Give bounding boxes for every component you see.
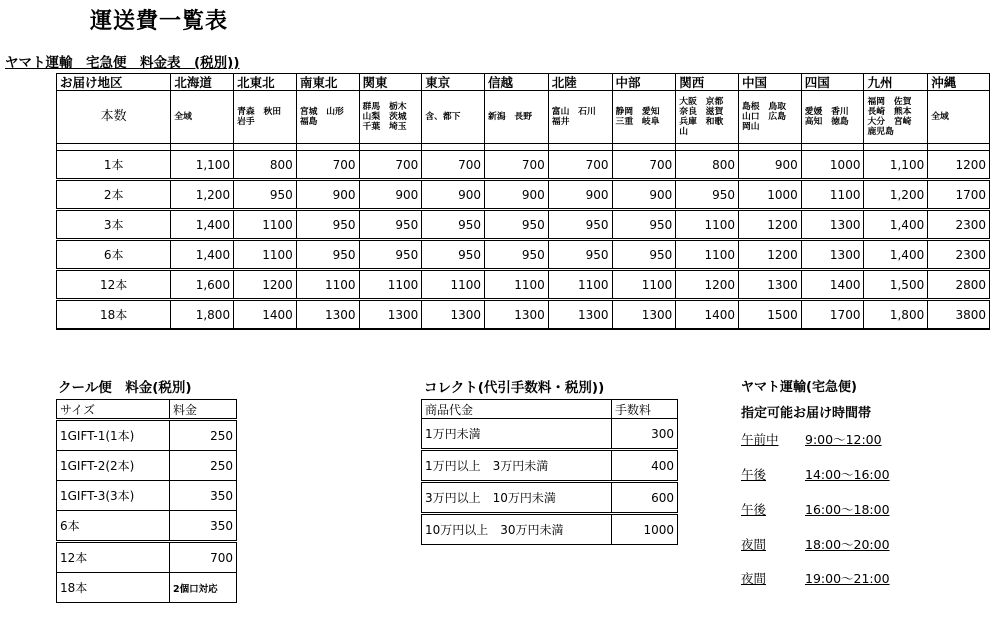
rate-cell: 2800 [928, 270, 990, 300]
collect-amount-cell: 1万円未満 [422, 419, 612, 450]
prefecture-list: 含、都下 [422, 91, 485, 144]
collect-table [421, 399, 678, 545]
row-count-label: 3本 [57, 210, 171, 240]
rate-cell: 950 [485, 240, 549, 270]
rate-cell: 1,400 [171, 210, 234, 240]
collect-amount-cell: 1万円以上 3万円未満 [422, 450, 612, 482]
rate-cell: 1,400 [171, 240, 234, 270]
count-header: 本数 [57, 91, 171, 144]
rate-row [57, 180, 990, 210]
rate-cell: 1400 [676, 300, 739, 330]
collect-fee-cell: 400 [612, 450, 678, 482]
region-header: 沖縄 [928, 74, 990, 91]
collect-fee-cell: 1000 [612, 514, 678, 545]
rate-cell: 1,500 [864, 270, 928, 300]
rate-cell: 900 [422, 180, 485, 210]
time-slot-label: 午後 [741, 502, 767, 517]
rate-cell: 1500 [739, 300, 802, 330]
region-header: お届け地区 [57, 74, 171, 91]
rate-cell: 950 [359, 240, 422, 270]
rate-cell: 950 [359, 210, 422, 240]
region-header: 北海道 [171, 74, 234, 91]
rate-cell: 1100 [234, 210, 297, 240]
collect-row [422, 450, 678, 482]
prefecture-list: 全域 [171, 91, 234, 144]
rate-cell: 1,100 [171, 151, 234, 180]
cool-size-cell: 12本 [57, 542, 170, 573]
rate-cell: 950 [296, 210, 359, 240]
cool-heading: クール便 料金(税別) [58, 380, 192, 396]
rate-cell: 3800 [928, 300, 990, 330]
gap-cell [57, 144, 171, 151]
gap-cell [864, 144, 928, 151]
region-header: 中部 [612, 74, 676, 91]
rate-cell: 950 [676, 180, 739, 210]
collect-header-cell: 商品代金 [422, 400, 612, 419]
rate-cell: 950 [296, 240, 359, 270]
rate-cell: 900 [485, 180, 549, 210]
cool-price-cell: 350 [170, 511, 237, 542]
time-slot-label: 夜間 [741, 571, 767, 586]
cool-header-row [57, 400, 237, 420]
cool-price-cell: 250 [170, 451, 237, 481]
rate-row [57, 270, 990, 300]
gap-cell [548, 144, 612, 151]
region-header: 信越 [485, 74, 549, 91]
page-title: 運送費一覧表 [90, 9, 229, 34]
rate-cell: 1,100 [864, 151, 928, 180]
time-slot-range: 16:00～18:00 [805, 502, 890, 517]
prefecture-list: 静岡 愛知 三重 岐阜 [612, 91, 676, 144]
rate-cell: 1100 [485, 270, 549, 300]
rate-cell: 950 [485, 210, 549, 240]
cool-price-cell: 700 [170, 542, 237, 573]
rate-cell: 1200 [234, 270, 297, 300]
rate-cell: 1,200 [864, 180, 928, 210]
cool-size-cell: 1GIFT-2(2本) [57, 451, 170, 481]
rate-cell: 1200 [928, 151, 990, 180]
collect-header-cell: 手数料 [612, 400, 678, 419]
rate-cell: 900 [612, 180, 676, 210]
rate-cell: 1300 [422, 300, 485, 330]
rate-cell: 700 [422, 151, 485, 180]
time-slot [741, 465, 890, 483]
time-subheading: 指定可能お届け時間帯 [741, 406, 872, 421]
time-slot [741, 569, 890, 587]
prefecture-list: 青森 秋田 岩手 [234, 91, 297, 144]
rate-cell: 1100 [612, 270, 676, 300]
cool-size-cell: 18本 [57, 573, 170, 603]
region-header: 北東北 [234, 74, 297, 91]
rate-cell: 700 [485, 151, 549, 180]
rate-cell: 950 [234, 180, 297, 210]
rate-cell: 950 [548, 210, 612, 240]
rate-cell: 1,400 [864, 210, 928, 240]
rate-cell: 2300 [928, 210, 990, 240]
cool-size-cell: 1GIFT-3(3本) [57, 481, 170, 511]
cool-price-cell: 350 [170, 481, 237, 511]
region-header: 中国 [739, 74, 802, 91]
region-header: 東京 [422, 74, 485, 91]
prefecture-list: 宮城 山形 福島 [296, 91, 359, 144]
rate-cell: 1300 [296, 300, 359, 330]
rate-cell: 1300 [548, 300, 612, 330]
time-slot-range: 14:00～16:00 [805, 467, 890, 482]
rate-cell: 1000 [739, 180, 802, 210]
rate-cell: 1300 [359, 300, 422, 330]
time-slot [741, 430, 882, 448]
collect-row [422, 419, 678, 450]
rate-cell: 1100 [359, 270, 422, 300]
region-header: 関東 [359, 74, 422, 91]
cool-size-cell: 1GIFT-1(1本) [57, 420, 170, 451]
rate-cell: 800 [234, 151, 297, 180]
prefecture-list: 島根 鳥取 山口 広島 岡山 [739, 91, 802, 144]
rate-cell: 1300 [485, 300, 549, 330]
time-heading: ヤマト運輸(宅急便) [741, 380, 857, 395]
rate-row [57, 300, 990, 330]
rate-cell: 1200 [676, 270, 739, 300]
rate-cell: 1400 [234, 300, 297, 330]
gap-cell [234, 144, 297, 151]
gap-cell [801, 144, 864, 151]
rate-cell: 700 [359, 151, 422, 180]
time-slot-range: 18:00～20:00 [805, 537, 890, 552]
rate-cell: 1300 [739, 270, 802, 300]
rate-header-row [57, 74, 990, 91]
rate-cell: 1000 [801, 151, 864, 180]
prefecture-list: 福岡 佐賀 長崎 熊本 大分 宮崎 鹿児島 [864, 91, 928, 144]
prefecture-list: 大阪 京都 奈良 滋賀 兵庫 和歌 山 [676, 91, 739, 144]
row-count-label: 6本 [57, 240, 171, 270]
rate-cell: 2300 [928, 240, 990, 270]
rate-cell: 900 [548, 180, 612, 210]
cool-row [57, 481, 237, 511]
rate-cell: 1100 [548, 270, 612, 300]
time-slot-range: 19:00～21:00 [805, 571, 890, 586]
gap-cell [359, 144, 422, 151]
time-slot [741, 535, 890, 553]
rate-cell: 950 [612, 240, 676, 270]
cool-row [57, 542, 237, 573]
rate-cell: 1,200 [171, 180, 234, 210]
time-slot-label: 夜間 [741, 537, 767, 552]
prefecture-list: 富山 石川 福井 [548, 91, 612, 144]
rate-cell: 1200 [739, 210, 802, 240]
rate-cell: 1300 [801, 240, 864, 270]
rate-cell: 1100 [676, 210, 739, 240]
rate-cell: 950 [422, 240, 485, 270]
collect-amount-cell: 10万円以上 30万円未満 [422, 514, 612, 545]
rate-cell: 1,800 [864, 300, 928, 330]
row-count-label: 12本 [57, 270, 171, 300]
rate-cell: 950 [548, 240, 612, 270]
rate-cell: 700 [548, 151, 612, 180]
cool-row [57, 573, 237, 603]
prefecture-list: 新潟 長野 [485, 91, 549, 144]
region-header: 四国 [801, 74, 864, 91]
time-slot-label: 午前中 [741, 432, 779, 447]
cool-row [57, 451, 237, 481]
gap-cell [928, 144, 990, 151]
time-slot [741, 500, 890, 518]
region-header: 九州 [864, 74, 928, 91]
row-count-label: 18本 [57, 300, 171, 330]
rate-row [57, 240, 990, 270]
region-header: 北陸 [548, 74, 612, 91]
gap-cell [485, 144, 549, 151]
rate-cell: 1700 [801, 300, 864, 330]
rate-subheader-row [57, 91, 990, 144]
rate-table [56, 73, 990, 330]
rate-gap-row [57, 144, 990, 151]
cool-price-cell: 2個口対応 [170, 573, 237, 603]
prefecture-list: 群馬 栃木 山梨 茨城 千葉 埼玉 [359, 91, 422, 144]
rate-cell: 900 [739, 151, 802, 180]
cool-size-cell: 6本 [57, 511, 170, 542]
rate-cell: 1100 [801, 180, 864, 210]
collect-row [422, 482, 678, 514]
gap-cell [171, 144, 234, 151]
rate-cell: 1100 [676, 240, 739, 270]
rate-cell: 1,800 [171, 300, 234, 330]
rate-cell: 1300 [612, 300, 676, 330]
cool-table [56, 399, 237, 603]
gap-cell [612, 144, 676, 151]
collect-heading: コレクト(代引手数料・税別)) [424, 380, 605, 396]
region-header: 関西 [676, 74, 739, 91]
gap-cell [676, 144, 739, 151]
rate-cell: 700 [296, 151, 359, 180]
collect-row [422, 514, 678, 545]
collect-header-row [422, 400, 678, 419]
row-count-label: 2本 [57, 180, 171, 210]
rate-cell: 1100 [422, 270, 485, 300]
cool-price-cell: 250 [170, 420, 237, 451]
rate-cell: 1100 [296, 270, 359, 300]
rate-row [57, 151, 990, 180]
rate-cell: 1,600 [171, 270, 234, 300]
collect-fee-cell: 300 [612, 419, 678, 450]
rate-cell: 900 [296, 180, 359, 210]
cool-header-cell: 料金 [170, 400, 237, 420]
gap-cell [422, 144, 485, 151]
rate-cell: 700 [612, 151, 676, 180]
collect-amount-cell: 3万円以上 10万円未満 [422, 482, 612, 514]
main-table-heading: ヤマト運輸 宅急便 料金表 (税別)) [5, 55, 240, 71]
rate-cell: 1400 [801, 270, 864, 300]
rate-row [57, 210, 990, 240]
rate-cell: 1,400 [864, 240, 928, 270]
rate-cell: 950 [612, 210, 676, 240]
prefecture-list: 全域 [928, 91, 990, 144]
region-header: 南東北 [296, 74, 359, 91]
time-slot-range: 9:00～12:00 [805, 432, 882, 447]
rate-cell: 1100 [234, 240, 297, 270]
rate-cell: 950 [422, 210, 485, 240]
rate-cell: 1200 [739, 240, 802, 270]
gap-cell [739, 144, 802, 151]
time-slot-label: 午後 [741, 467, 767, 482]
rate-cell: 1700 [928, 180, 990, 210]
cool-row [57, 420, 237, 451]
cool-row [57, 511, 237, 542]
rate-cell: 900 [359, 180, 422, 210]
rate-cell: 1300 [801, 210, 864, 240]
prefecture-list: 愛媛 香川 高知 徳島 [801, 91, 864, 144]
collect-fee-cell: 600 [612, 482, 678, 514]
cool-header-cell: サイズ [57, 400, 170, 420]
row-count-label: 1本 [57, 151, 171, 180]
gap-cell [296, 144, 359, 151]
rate-cell: 800 [676, 151, 739, 180]
